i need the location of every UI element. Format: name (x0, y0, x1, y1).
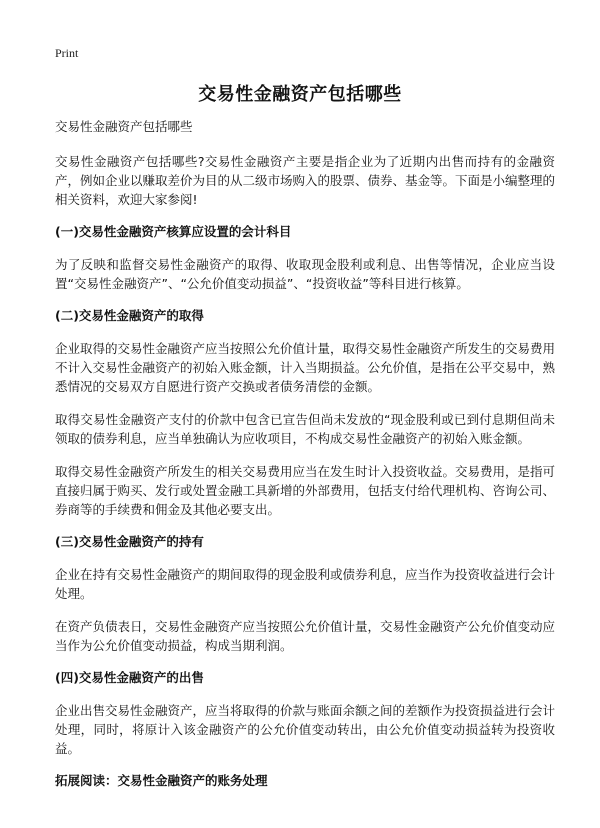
section-heading-holding: (三)交易性金融资产的持有 (55, 534, 204, 549)
intro-paragraph: 交易性金融资产包括哪些?交易性金融资产主要是指企业为了近期内出售而持有的金融资产，例如企业以赚取差价为目的从二级市场购入的股票、债券、基金等。下面是小编整理的相关资料，欢迎大家参阅! (55, 154, 556, 207)
section-heading-acquisition: (二)交易性金融资产的取得 (55, 308, 204, 323)
article-body (55, 118, 555, 804)
section-paragraph: 企业在持有交易性金融资产的期间取得的现金股利或债券利息，应当作为投资收益进行会计处理。 (55, 567, 556, 601)
article-subtitle: 交易性金融资产包括哪些 (55, 119, 193, 134)
extended-reading-heading: 拓展阅读：交易性金融资产的账务处理 (55, 773, 268, 788)
section-heading-accounts: (一)交易性金融资产核算应设置的会计科目 (55, 224, 292, 239)
section-paragraph: 企业出售交易性金融资产，应当将取得的价款与账面余额之间的差额作为投资损益进行会计处理，同时，将原计入该金融资产的公允价值变动转出，由公允价值变动损益转为投资收益。 (55, 703, 556, 756)
section-paragraph: 为了反映和监督交易性金融资产的取得、收取现金股利或利息、出售等情况，企业应当设置“交易性金融资产”、“公允价值变动损益”、“投资收益”等科目进行核算。 (55, 257, 555, 291)
section-paragraph: 取得交易性金融资产支付的价款中包含已宣告但尚未发放的“现金股利或已到付息期但尚未领取的债券利息，应当单独确认为应收项目，不构成交易性金融资产的初始入账金额。 (55, 412, 555, 446)
section-paragraph: 企业取得的交易性金融资产应当按照公允价值计量，取得交易性金融资产所发生的交易费用不计入交易性金融资产的初始入账金额，计入当期损益。公允价值，是指在公平交易中，熟悉情况的交易双方自愿进行资产交换或者债务清偿的金额。 (55, 341, 556, 394)
section-paragraph: 在资产负债表日，交易性金融资产应当按照公允价值计量，交易性金融资产公允价值变动应当作为公允价值变动损益，构成当期利润。 (55, 619, 556, 653)
print-label[interactable]: Print (55, 46, 79, 60)
section-heading-sale: (四)交易性金融资产的出售 (55, 670, 204, 685)
page-title: 交易性金融资产包括哪些 (198, 84, 402, 105)
section-paragraph: 取得交易性金融资产所发生的相关交易费用应当在发生时计入投资收益。交易费用，是指可直接归属于购买、发行或处置金融工具新增的外部费用，包括支付给代理机构、咨询公司、券商等的手续费和佣金及其他必要支出。 (55, 464, 556, 517)
